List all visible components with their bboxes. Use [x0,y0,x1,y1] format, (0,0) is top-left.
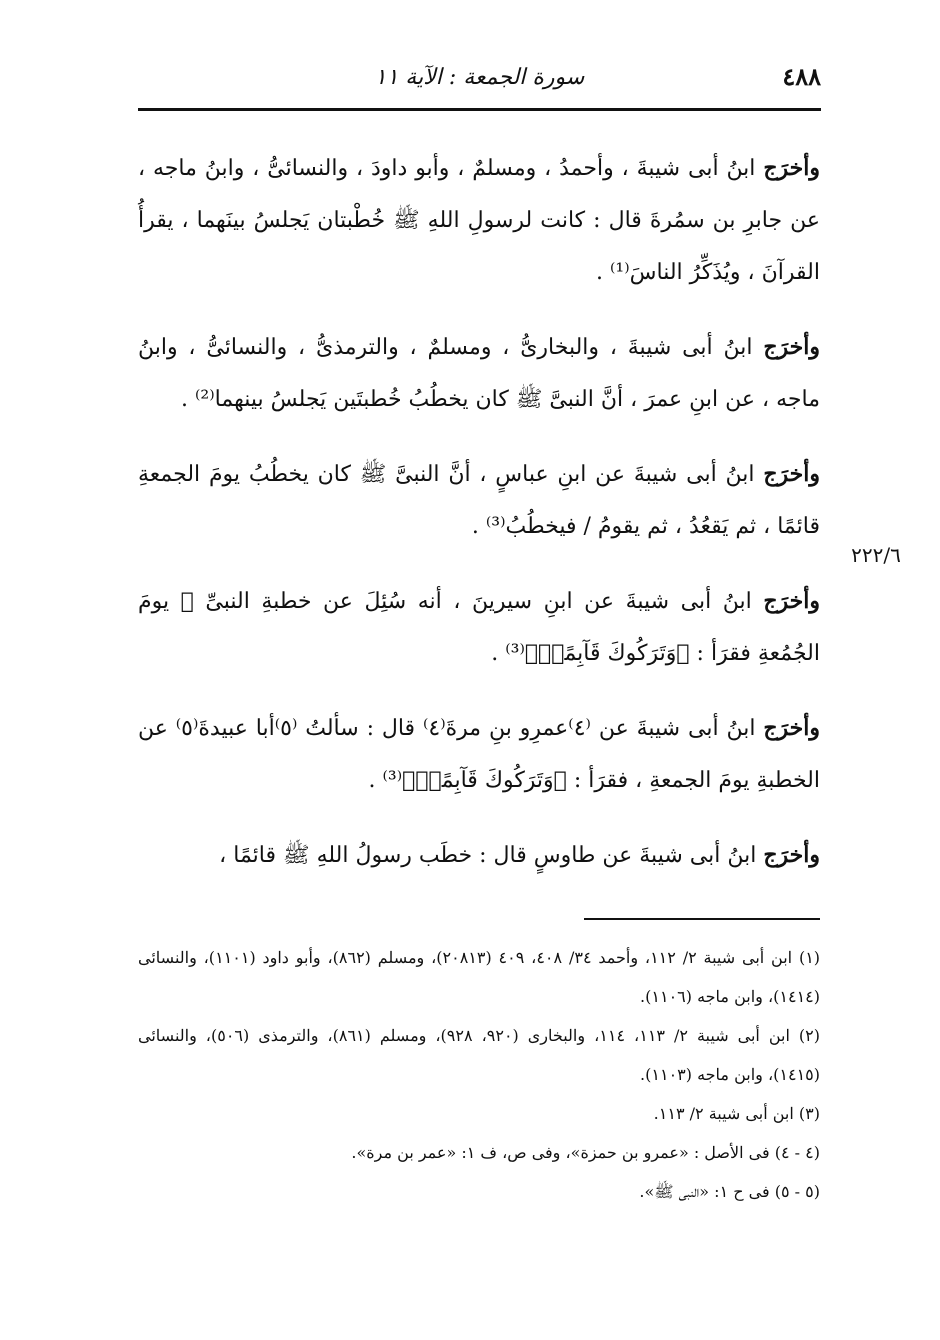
paragraph-text: ابنُ أبى شيبةَ عن ابنِ سيرينَ ، أنه سُئِلَ عن خطبةِ النبىِّ ﷺ يومَ الجُمُعةِ فقرَأ : ﴿وَتَرَكُوكَ قَآبِمًاۚ﴾⁽³⁾ . [138,589,820,666]
footnotes [138,938,820,1211]
running-title: سورة الجمعة : الآية ١١ [374,65,585,90]
paragraph-4 [138,575,820,680]
footnote-1: (١) ابن أبى شيبة ٢/ ١١٢، وأحمد ٣٤/ ٤٠٨، ٤٠٩ (٢٠٨١٣)، ومسلم (٨٦٢)، وأبو داود (١١٠١)، والنسائى (١٤١٤)، وابن ماجه (١١٠٦). [138,948,821,1006]
footnote-3: (٣) ابن أبى شيبة ٢/ ١١٣. [653,1104,820,1123]
paragraph-lead: وأخرَج [763,715,821,741]
footnote-rule [584,918,820,920]
paragraph-lead: وأخرَج [763,588,820,614]
paragraph-lead: وأخرَج [763,334,820,360]
footnote-5: (٥ - ٥) فى ح ١: «النبى ﷺ». [639,1182,820,1201]
header-rule [138,108,821,111]
footnote-4: (٤ - ٤) فى الأصل : «عمرو بن حمزة»، وفى ص، ف ١: «عمر بن مرة». [351,1143,820,1162]
paragraph-1 [138,142,820,299]
paragraph-5 [138,702,820,807]
paragraph-2 [138,321,820,426]
paragraph-text: ابنُ أبى شيبةَ عن ⁽٤⁾عمرِو بنِ مرةَ⁽٤⁾ قال : سألتُ ⁽٥⁾أبا عبيدةَ⁽٥⁾ عن الخطبةِ يومَ الجمعةِ ، فقرَأ : ﴿وَتَرَكُوكَ قَآبِمًاۚ﴾⁽³⁾ . [138,716,820,793]
paragraph-3 [138,448,820,553]
page-number: ٤٨٨ [782,62,821,91]
main-text [138,142,820,904]
paragraph-lead: وأخرَج [763,842,820,868]
paragraph-text: ابنُ أبى شيبةَ ، والبخارىُّ ، ومسلمٌ ، والترمذىُّ ، والنسائىُّ ، وابنُ ماجه ، عن ابنِ عمرَ ، أنَّ النبىَّ ﷺ كان يخطُبُ خُطبتَين يَجلسُ بينهما⁽²⁾ . [138,335,820,412]
page-header [138,58,821,102]
paragraph-text: ابنُ أبى شيبةَ ، وأحمدُ ، ومسلمٌ ، وأبو داودَ ، والنسائىُّ ، وابنُ ماجه ، عن جابرِ بن سمُرةَ قال : كانت لرسولِ اللهِ ﷺ خُطْبتان يَجلسُ بينَهما ، يقرأُ القرآنَ ، ويُذَكِّرُ الناسَ⁽¹⁾ . [138,156,820,285]
paragraph-text: ابنُ أبى شيبةَ عن ابنِ عباسٍ ، أنَّ النبىَّ ﷺ كان يخطُبُ يومَ الجمعةِ قائمًا ، ثم يَقعُدُ ، ثم يقومُ / فيخطُبُ⁽³⁾ . [138,462,820,539]
paragraph-text: ابنُ أبى شيبةَ عن طاوسٍ قال : خطَب رسولُ اللهِ ﷺ قائمًا ، [219,843,764,868]
footnote-2: (٢) ابن أبى شيبة ٢/ ١١٣، ١١٤، والبخارى (٩٢٠، ٩٢٨)، ومسلم (٨٦١)، والترمذى (٥٠٦)، والنسائى (١٤١٥)، وابن ماجه (١١٠٣). [138,1026,821,1084]
paragraph-6 [138,829,820,882]
paragraph-lead: وأخرَج [763,461,820,487]
margin-reference: ٢٢٢/٦ [851,543,901,567]
paragraph-lead: وأخرَج [763,155,820,181]
